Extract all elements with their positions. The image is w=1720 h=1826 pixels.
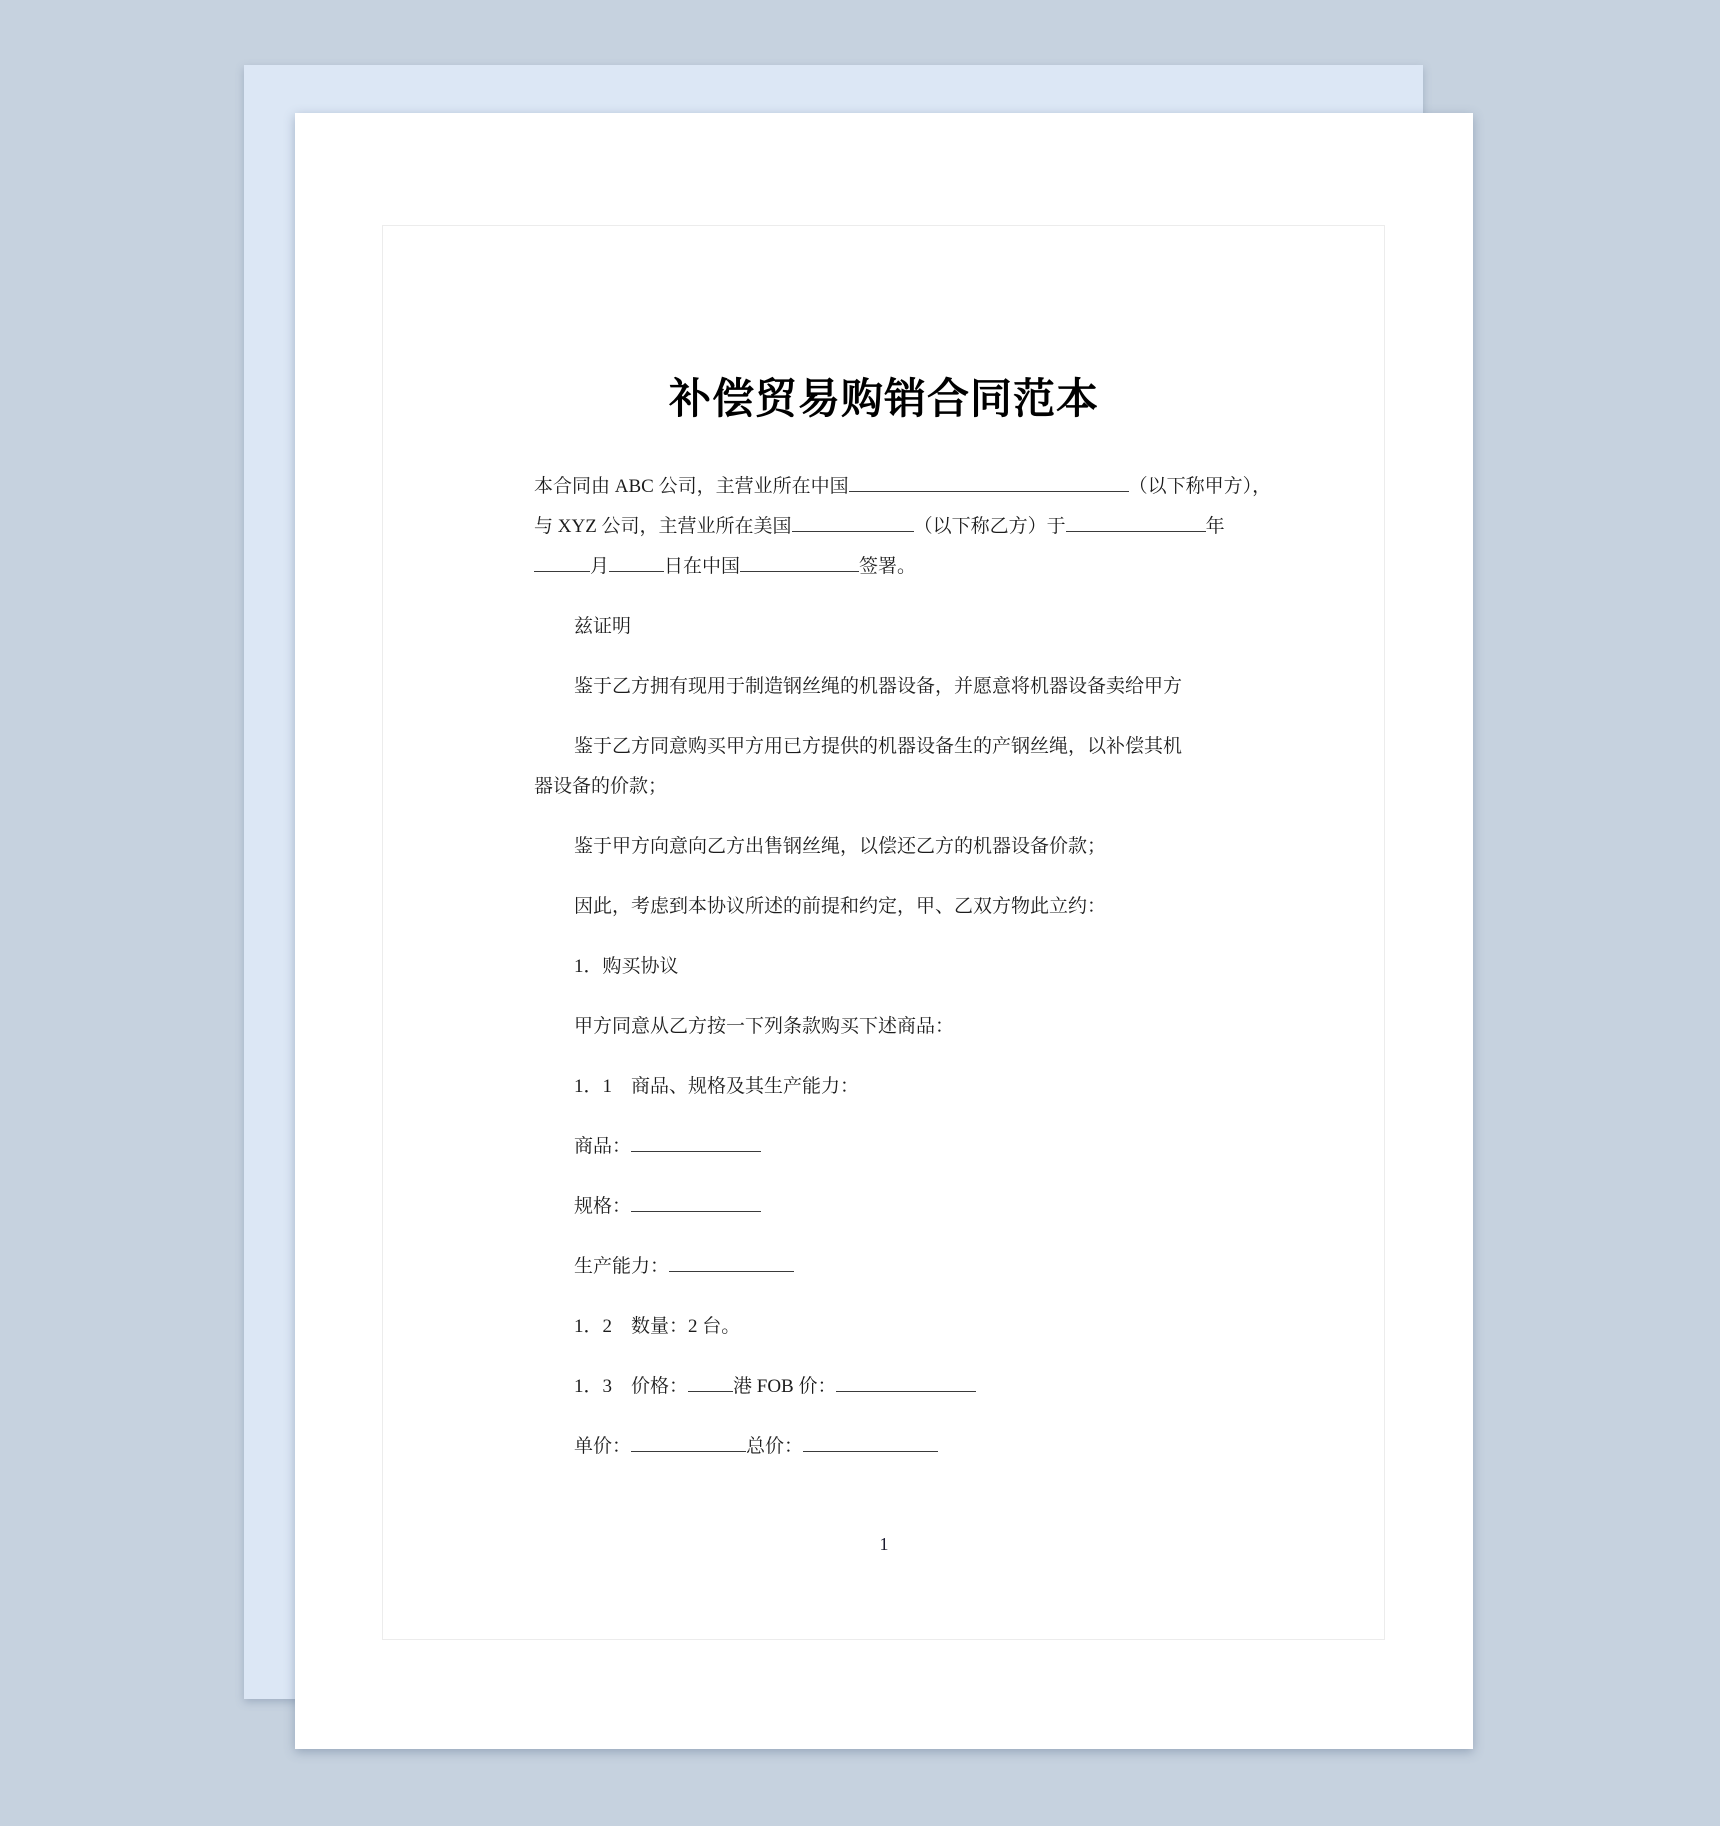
document-line (534, 947, 1254, 987)
blank-underline (631, 1448, 746, 1452)
blank-underline (740, 568, 859, 572)
text-segment: 单价： (574, 1436, 632, 1457)
blank-underline (669, 1268, 794, 1272)
document-line (534, 467, 1272, 507)
document-line (534, 1367, 1254, 1407)
text-segment: 签署。 (859, 556, 917, 577)
blank-underline (849, 488, 1129, 492)
document-line (534, 1187, 1254, 1227)
document-body (534, 467, 1272, 1467)
text-segment: 规格： (574, 1196, 632, 1217)
document-line (534, 727, 1254, 767)
text-segment: 日在中国 (664, 556, 741, 577)
document-line (534, 767, 1254, 807)
text-segment: 1．购买协议 (574, 956, 679, 977)
document-line (534, 667, 1254, 707)
text-segment: 鉴于乙方同意购买甲方用已方提供的机器设备生的产钢丝绳，以补偿其机 (574, 736, 1183, 757)
text-segment: 与 XYZ 公司，主营业所在美国 (534, 516, 792, 537)
document-line (534, 1067, 1254, 1107)
text-segment: 月 (590, 556, 610, 577)
page-number: 1 (879, 1534, 889, 1554)
text-segment: 生产能力： (574, 1256, 670, 1277)
document-line (534, 1127, 1254, 1167)
text-segment: 1．1 商品、规格及其生产能力： (574, 1076, 860, 1097)
blank-underline (803, 1448, 938, 1452)
blank-underline (792, 528, 914, 532)
document-line (534, 1427, 1254, 1467)
blank-underline (631, 1208, 761, 1212)
blank-underline (688, 1388, 733, 1392)
text-segment: 港 FOB 价： (733, 1376, 837, 1397)
document-title: 补偿贸易购销合同范本 (668, 374, 1099, 423)
text-segment: （以下称甲方）， (1128, 476, 1272, 497)
text-segment: （以下称乙方）于 (913, 516, 1066, 537)
text-segment: 甲方同意从乙方按一下列条款购买下述商品： (574, 1016, 955, 1037)
blank-underline (1066, 528, 1206, 532)
document-line (534, 607, 1254, 647)
document-line (534, 887, 1254, 927)
text-segment: 鉴于乙方拥有现用于制造钢丝绳的机器设备，并愿意将机器设备卖给甲方 (574, 676, 1183, 697)
text-segment: 1．3 价格： (574, 1376, 689, 1397)
blank-underline (609, 568, 664, 572)
document-line (534, 1007, 1254, 1047)
text-segment: 兹证明 (574, 616, 632, 637)
document-line (534, 1307, 1254, 1347)
document-line (534, 507, 1254, 547)
text-segment: 鉴于甲方向意向乙方出售钢丝绳，以偿还乙方的机器设备价款； (574, 836, 1107, 857)
text-segment: 本合同由 ABC 公司，主营业所在中国 (534, 476, 849, 497)
text-segment: 器设备的价款； (534, 776, 668, 797)
document-page (295, 113, 1473, 1749)
blank-underline (534, 568, 590, 572)
document-line (534, 547, 1254, 587)
text-segment: 因此，考虑到本协议所述的前提和约定，甲、乙双方物此立约： (574, 896, 1107, 917)
text-segment: 商品： (574, 1136, 632, 1157)
blank-underline (631, 1148, 761, 1152)
document-line (534, 827, 1254, 867)
document-line (534, 1247, 1254, 1287)
text-segment: 年 (1205, 516, 1225, 537)
text-segment: 总价： (746, 1436, 804, 1457)
text-segment: 1．2 数量：2 台。 (574, 1316, 741, 1337)
blank-underline (836, 1388, 976, 1392)
